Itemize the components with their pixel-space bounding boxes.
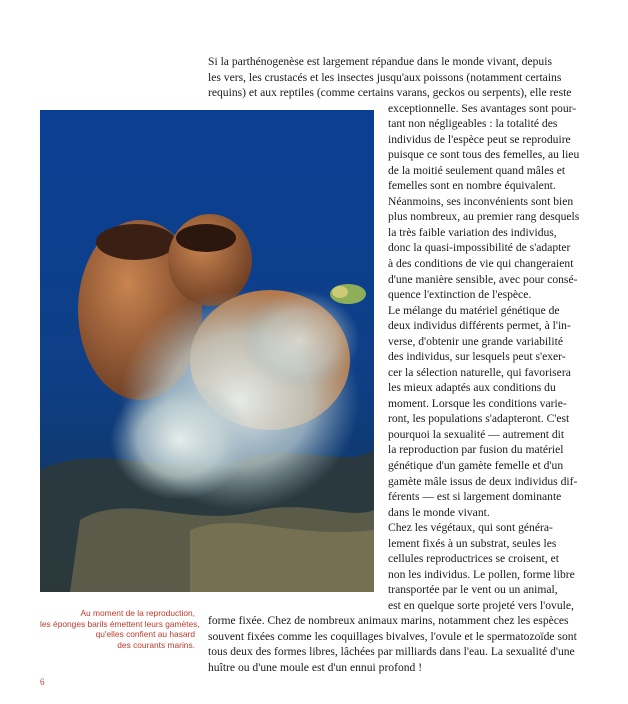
body-line: verse, d'obtenir une grande variabilité	[388, 334, 563, 348]
body-line: huître ou d'une moule est d'un ennui profond !	[208, 661, 423, 674]
body-line: pourquoi la sexualité — autrement dit	[388, 427, 565, 441]
body-line: plus nombreux, au premier rang desquels	[388, 210, 580, 224]
body-line: génétique d'un gamète femelle et d'un	[388, 459, 564, 472]
body-line: individus de l'espèce peut se reproduire	[388, 132, 571, 146]
caption-line: les éponges barils émettent leurs gamètes,	[40, 618, 200, 629]
body-line: tant non négligeables : la totalité des	[388, 117, 558, 131]
body-line: non les individus. Le pollen, forme libre	[388, 567, 575, 581]
body-line: cer la sélection naturelle, qui favorisera	[388, 365, 571, 379]
page-number: 6	[40, 677, 45, 687]
body-line: Si la parthénogenèse est largement répandue dans le monde vivant, depuis	[208, 55, 552, 68]
photo-caption	[40, 608, 200, 650]
body-line: la très faible variation des individus,	[388, 225, 557, 239]
body-line: ront, les populations s'adapteront. C'est	[388, 412, 570, 426]
body-line: quence l'extinction de l'espèce.	[388, 288, 532, 302]
body-line: exceptionnelle. Ses avantages sont pour-	[388, 101, 577, 115]
underwater-scene-illustration	[40, 110, 374, 592]
body-line: souvent fixées comme les coquillages bivalves, l'ovule et le spermatozoïde sont	[208, 629, 577, 643]
body-line: dans le monde vivant.	[388, 505, 490, 519]
caption-line: qu'elles confient au hasard	[95, 629, 195, 640]
body-line: Néanmoins, ses inconvénients sont bien	[388, 194, 574, 208]
body-line: d'une manière sensible, avec pour consé-	[388, 272, 578, 286]
body-line: donc la quasi-impossibilité de s'adapter	[388, 241, 571, 255]
body-line: Le mélange du matériel génétique de	[388, 303, 560, 317]
body-line: cellules reproductrices se croisent, et	[388, 552, 559, 566]
body-line: deux individus différents permet, à l'in-	[388, 319, 571, 333]
body-line: férents — est si largement dominante	[388, 490, 562, 504]
body-line: tous deux des formes libres, lâchées par milliards dans l'eau. La sexualité d'une	[208, 645, 575, 659]
body-line: des individus, sur lesquels peut s'exer-	[388, 350, 566, 364]
body-line: est en quelque sorte projeté vers l'ovule,	[388, 598, 574, 612]
body-line: femelles sont en nombre équivalent.	[388, 179, 556, 193]
body-line: la reproduction par fusion du matériel	[388, 443, 564, 457]
body-line: puisque ce sont tous des femelles, au lieu	[388, 148, 580, 162]
body-line: de la moitié seulement quand mâles et	[388, 163, 566, 177]
body-line: lement fixés à un substrat, seules les	[388, 536, 557, 550]
barrel-sponge-photo	[40, 110, 374, 592]
caption-line: Au moment de la reproduction,	[80, 608, 195, 618]
body-line: gamète mâle issus de deux individus dif-	[388, 474, 578, 488]
body-line: transportée par le vent ou un animal,	[388, 583, 558, 597]
body-line: forme fixée. Chez de nombreux animaux marins, notamment chez les espèces	[208, 614, 569, 628]
body-line: les mieux adaptés aux conditions du	[388, 381, 556, 395]
body-line: moment. Lorsque les conditions varie-	[388, 396, 567, 410]
body-line: Chez les végétaux, qui sont généra-	[388, 521, 553, 535]
body-line: requins) et aux reptiles (comme certains varans, geckos ou serpents), elle reste	[208, 86, 572, 100]
caption-line: des courants marins.	[117, 639, 195, 650]
body-line: à des conditions de vie qui changeraient	[388, 257, 574, 270]
body-line: les vers, les crustacés et les insectes jusqu'aux poissons (notamment certains	[208, 70, 562, 84]
